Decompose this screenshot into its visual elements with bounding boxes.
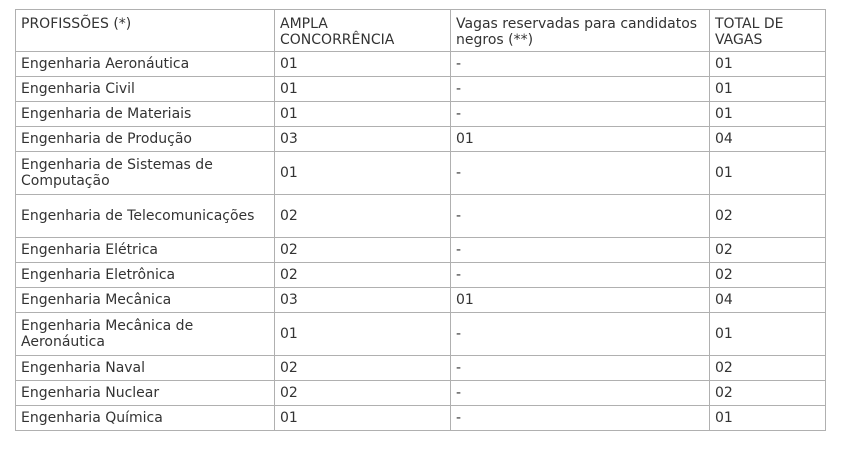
table-row (16, 195, 826, 238)
header-profissoes: PROFISSÕES (*) (16, 10, 275, 52)
header-ampla-concorrencia: AMPLA CONCORRÊNCIA (275, 10, 451, 52)
header-vagas-reservadas: Vagas reservadas para candidatos negros (**) (451, 10, 710, 52)
total-cell: 01 (710, 152, 826, 195)
table-row (16, 102, 826, 127)
table-row (16, 356, 826, 381)
profession-cell: Engenharia de Telecomunicações (16, 195, 275, 238)
table-row (16, 127, 826, 152)
ampla-cell: 01 (275, 52, 451, 77)
total-cell: 02 (710, 195, 826, 238)
profession-cell: Engenharia de Produção (16, 127, 275, 152)
reserved-cell: - (451, 381, 710, 406)
reserved-cell: - (451, 238, 710, 263)
total-cell: 01 (710, 313, 826, 356)
ampla-cell: 02 (275, 356, 451, 381)
profession-cell: Engenharia de Materiais (16, 102, 275, 127)
reserved-cell: - (451, 406, 710, 431)
ampla-cell: 01 (275, 152, 451, 195)
reserved-cell: - (451, 356, 710, 381)
ampla-cell: 03 (275, 127, 451, 152)
ampla-cell: 02 (275, 195, 451, 238)
ampla-cell: 01 (275, 102, 451, 127)
profession-cell: Engenharia Naval (16, 356, 275, 381)
vacancies-table (15, 9, 826, 431)
total-cell: 02 (710, 356, 826, 381)
profession-cell: Engenharia de Sistemas de Computação (16, 152, 275, 195)
reserved-cell: 01 (451, 127, 710, 152)
profession-cell: Engenharia Elétrica (16, 238, 275, 263)
table-row (16, 152, 826, 195)
ampla-cell: 01 (275, 313, 451, 356)
profession-cell: Engenharia Eletrônica (16, 263, 275, 288)
profession-cell: Engenharia Nuclear (16, 381, 275, 406)
profession-cell: Engenharia Mecânica de Aeronáutica (16, 313, 275, 356)
table-row (16, 406, 826, 431)
table-row (16, 52, 826, 77)
total-cell: 02 (710, 238, 826, 263)
reserved-cell: - (451, 152, 710, 195)
total-cell: 02 (710, 381, 826, 406)
reserved-cell: - (451, 102, 710, 127)
total-cell: 01 (710, 406, 826, 431)
profession-cell: Engenharia Mecânica (16, 288, 275, 313)
table-row (16, 263, 826, 288)
total-cell: 02 (710, 263, 826, 288)
profession-cell: Engenharia Aeronáutica (16, 52, 275, 77)
profession-cell: Engenharia Química (16, 406, 275, 431)
table-header-row (16, 10, 826, 52)
total-cell: 01 (710, 77, 826, 102)
ampla-cell: 03 (275, 288, 451, 313)
ampla-cell: 02 (275, 381, 451, 406)
reserved-cell: - (451, 77, 710, 102)
profession-cell: Engenharia Civil (16, 77, 275, 102)
table-row (16, 77, 826, 102)
table-row (16, 381, 826, 406)
reserved-cell: - (451, 263, 710, 288)
table-row (16, 313, 826, 356)
ampla-cell: 01 (275, 77, 451, 102)
table-row (16, 238, 826, 263)
header-total-vagas: TOTAL DE VAGAS (710, 10, 826, 52)
total-cell: 01 (710, 52, 826, 77)
reserved-cell: 01 (451, 288, 710, 313)
total-cell: 04 (710, 127, 826, 152)
reserved-cell: - (451, 195, 710, 238)
table-row (16, 288, 826, 313)
ampla-cell: 02 (275, 238, 451, 263)
ampla-cell: 02 (275, 263, 451, 288)
reserved-cell: - (451, 313, 710, 356)
reserved-cell: - (451, 52, 710, 77)
total-cell: 04 (710, 288, 826, 313)
total-cell: 01 (710, 102, 826, 127)
ampla-cell: 01 (275, 406, 451, 431)
